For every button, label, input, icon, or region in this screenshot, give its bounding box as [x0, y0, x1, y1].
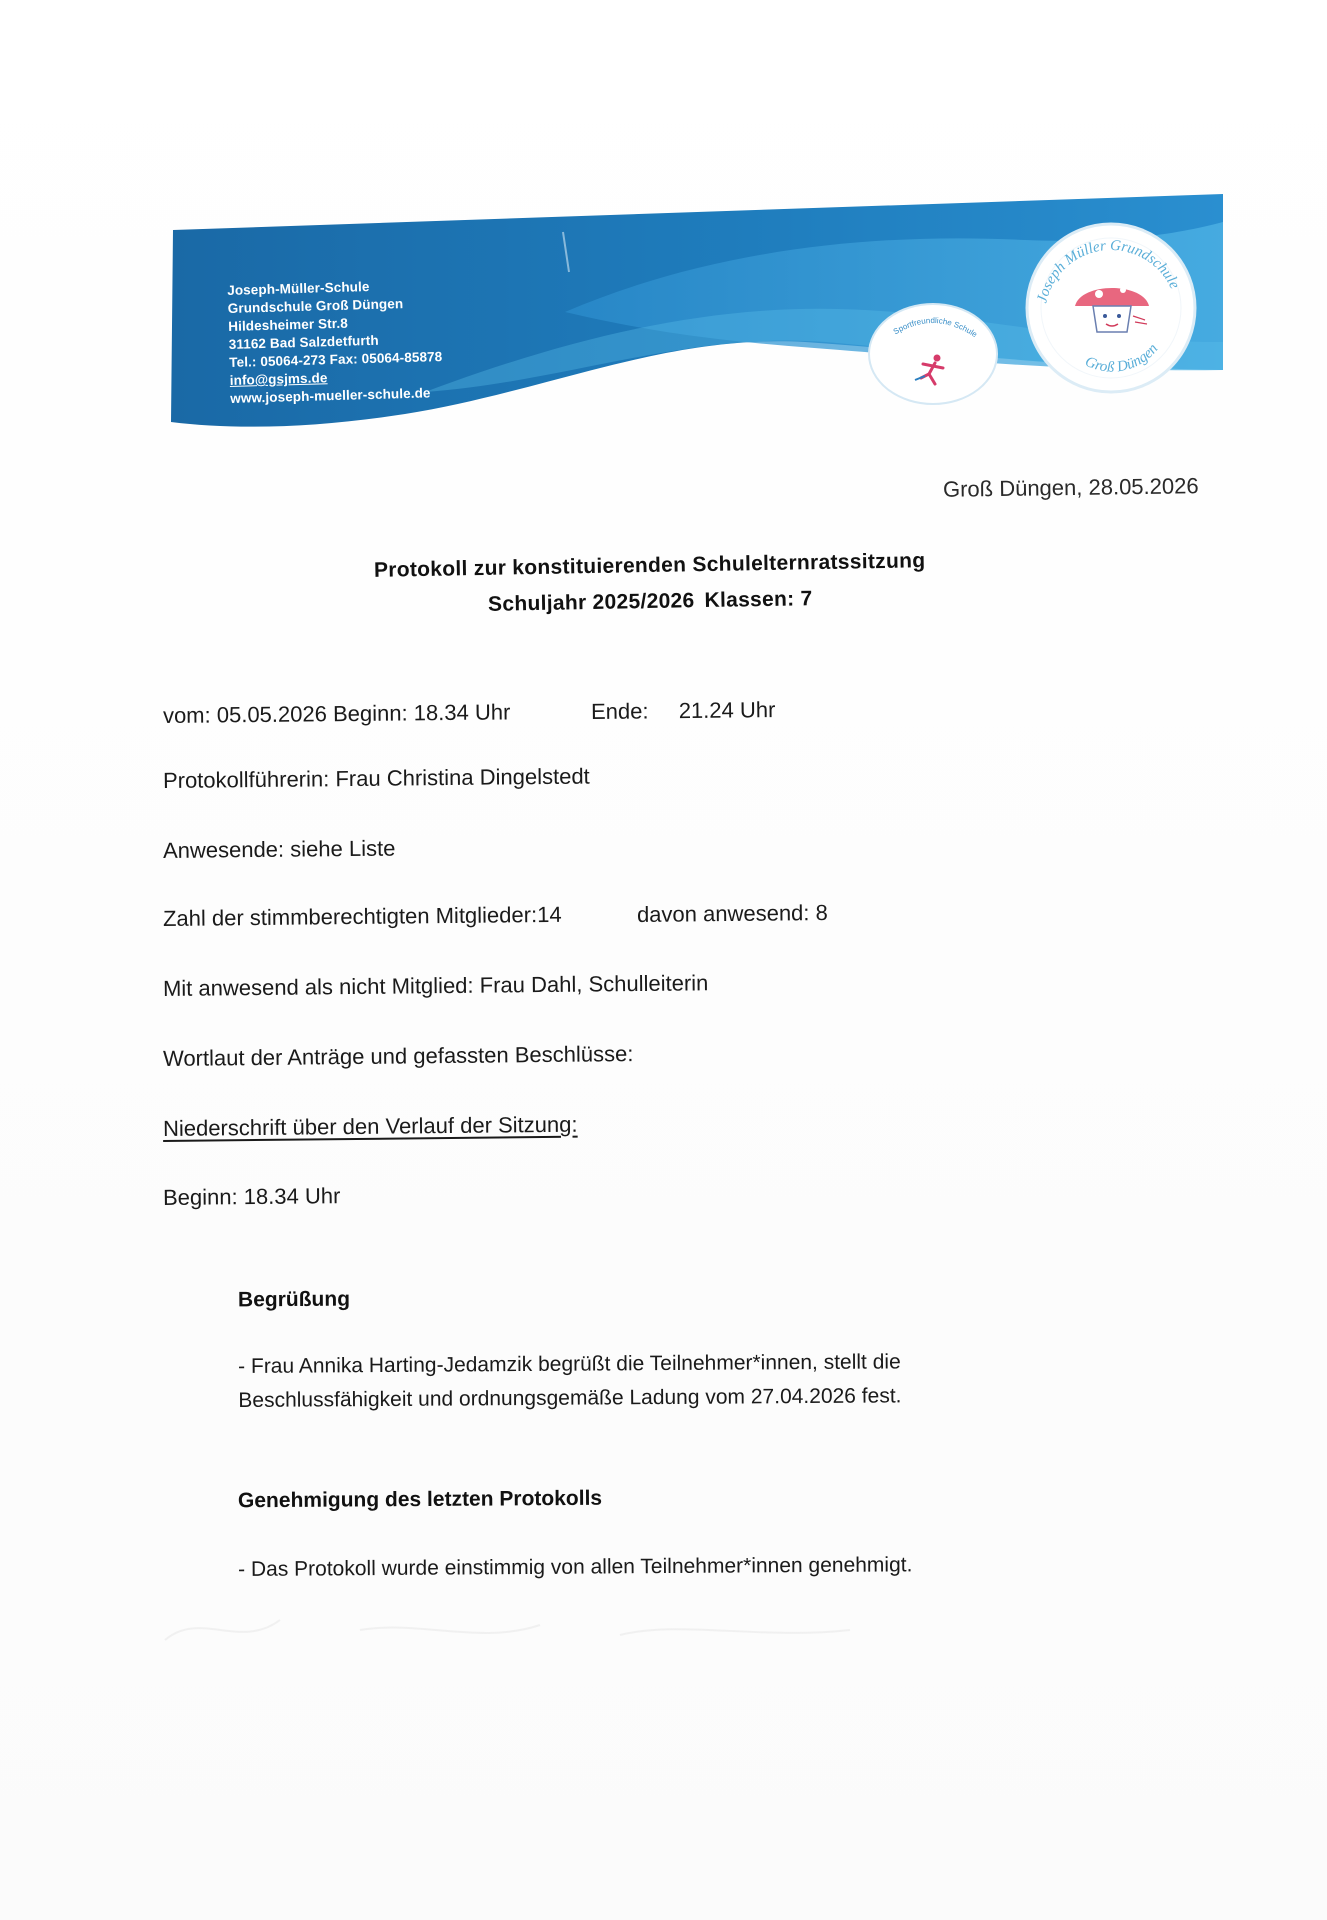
attendees-line: Anwesende: siehe Liste: [162, 835, 396, 863]
start-time-line: Beginn: 18.34 Uhr: [162, 1183, 341, 1210]
section-heading-approval: Genehmigung des letzten Protokolls: [237, 1486, 603, 1513]
meeting-end-value: 21.24 Uhr: [678, 697, 776, 724]
title-line-1: Protokoll zur konstituierenden Schulelternratssitzung: [373, 549, 926, 582]
svg-text:Groß Düngen: Groß Düngen: [1082, 340, 1162, 376]
section-text-greeting: [238, 1345, 902, 1418]
motions-line: Wortlaut der Anträge und gefassten Beschlüsse:: [162, 1041, 634, 1071]
section-greeting-line-2: Beschlussfähigkeit und ordnungsgemäße Ladung vom 27.04.2026 fest.: [238, 1384, 902, 1412]
section-heading-greeting: Begrüßung: [237, 1287, 351, 1312]
document-title: [199, 540, 1100, 628]
section-text-approval: [238, 1548, 913, 1587]
school-address-block: [227, 276, 444, 408]
school-name: Joseph-Müller-Schule: [227, 279, 370, 298]
letterhead-banner: [165, 192, 1225, 452]
school-emblem-logo: [1023, 220, 1199, 396]
members-count-line: Zahl der stimmberechtigten Mitglieder:14: [162, 901, 562, 931]
school-phone-fax: Tel.: 05064-273 Fax: 05064-85878: [229, 349, 443, 370]
minutes-heading: Niederschrift über den Verlauf der Sitzung:: [162, 1111, 578, 1141]
svg-text:Sportfreundliche Schule: Sportfreundliche Schule: [891, 315, 979, 340]
non-member-line: Mit anwesend als nicht Mitglied: Frau Dahl, Schulleiterin: [162, 970, 709, 1001]
school-type: Grundschule Groß Düngen: [227, 296, 404, 316]
place-and-date: Groß Düngen, 28.05.2026: [943, 473, 1200, 502]
meeting-date-start: [163, 699, 511, 729]
section-approval-line-1: - Das Protokoll wurde einstimmig von allen Teilnehmer*innen genehmigt.: [238, 1553, 913, 1581]
class-label: Klassen: 7: [704, 587, 813, 613]
meeting-date-start-text: vom: 05.05.2026 Beginn: 18.34 Uhr: [162, 699, 511, 728]
meeting-end: [591, 697, 776, 725]
section-greeting-line-1: - Frau Annika Harting-Jedamzik begrüßt die Teilnehmer*innen, stellt die: [238, 1350, 901, 1378]
bleed-through-smudge: [160, 1600, 860, 1660]
school-city: 31162 Bad Salzdetfurth: [228, 332, 379, 352]
school-year: Schuljahr 2025/2026: [487, 589, 695, 616]
present-count-line: davon anwesend: 8: [636, 900, 828, 927]
recorder-line: Protokollführerin: Frau Christina Dingelstedt: [162, 763, 590, 793]
school-street: Hildesheimer Str.8: [228, 315, 349, 334]
school-email-link[interactable]: info@gsjms.de: [229, 370, 328, 388]
sport-friendly-school-logo: [865, 300, 1001, 408]
school-website-link[interactable]: www.joseph-mueller-schule.de: [230, 385, 431, 406]
svg-text:Joseph Müller Grundschule: Joseph Müller Grundschule: [1034, 237, 1183, 305]
meeting-end-label: Ende:: [590, 698, 649, 724]
